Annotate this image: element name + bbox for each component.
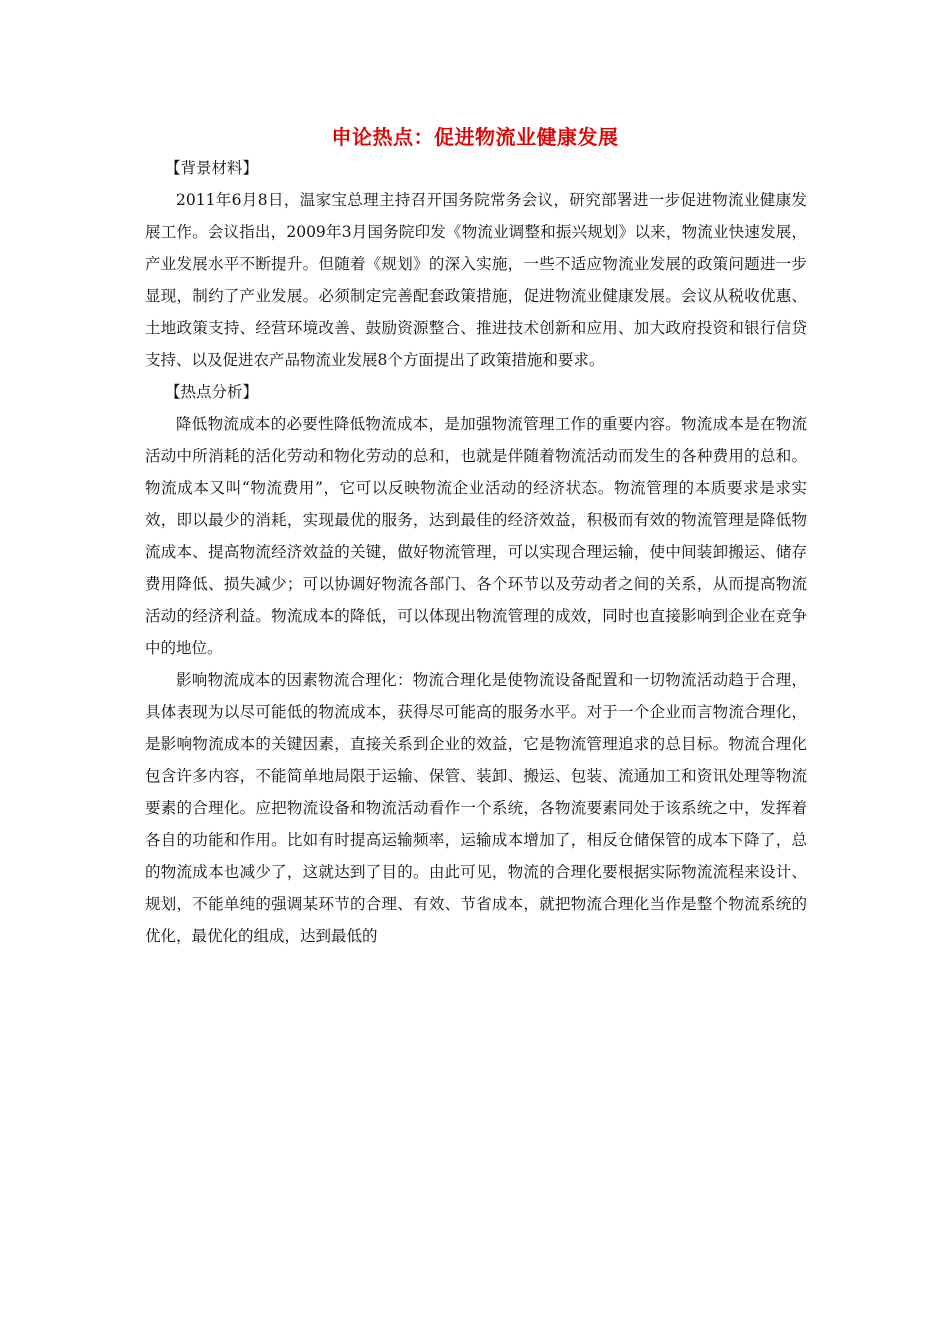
document-body <box>145 152 807 952</box>
background-paragraph: 2011年6月8日，温家宝总理主持召开国务院常务会议，研究部署进一步促进物流业健康发展工作。会议指出，2009年3月国务院印发《物流业调整和振兴规划》以来，物流业快速发展，产业发展水平不断提升。但随着《规划》的深入实施，一些不适应物流业发展的政策问题进一步显现，制约了产业发展。必须制定完善配套政策措施，促进物流业健康发展。会议从税收优惠、土地政策支持、经营环境改善、鼓励资源整合、推进技术创新和应用、加大政府投资和银行信贷支持、以及促进农产品物流业发展8个方面提出了政策措施和要求。 <box>145 191 807 369</box>
section-heading-background: 【背景材料】 <box>165 159 259 177</box>
section-heading-analysis: 【热点分析】 <box>165 383 259 401</box>
analysis-paragraph-2: 影响物流成本的因素物流合理化：物流合理化是使物流设备配置和一切物流活动趋于合理，具体表现为以尽可能低的物流成本，获得尽可能高的服务水平。对于一个企业而言物流合理化，是影响物流成本的关键因素，直接关系到企业的效益，它是物流管理追求的总目标。物流合理化包含许多内容，不能简单地局限于运输、保管、装卸、搬运、包装、流通加工和资讯处理等物流要素的合理化。应把物流设备和物流活动看作一个系统，各物流要素同处于该系统之中，发挥着各自的功能和作用。比如有时提高运输频率，运输成本增加了，相反仓储保管的成本下降了，总的物流成本也减少了，这就达到了目的。由此可见，物流的合理化要根据实际物流流程来设计、规划，不能单纯的强调某环节的合理、有效、节省成本，就把物流合理化当作是整个物流系统的优化，最优化的组成，达到最低的 <box>145 671 807 945</box>
analysis-paragraph-1: 降低物流成本的必要性降低物流成本，是加强物流管理工作的重要内容。物流成本是在物流活动中所消耗的活化劳动和物化劳动的总和，也就是伴随着物流活动而发生的各种费用的总和。物流成本又叫“物流费用”，它可以反映物流企业活动的经济状态。物流管理的本质要求是求实效，即以最少的消耗，实现最优的服务，达到最佳的经济效益，积极而有效的物流管理是降低物流成本、提高物流经济效益的关键，做好物流管理，可以实现合理运输，使中间装卸搬运、储存费用降低、损失减少；可以协调好物流各部门、各个环节以及劳动者之间的关系，从而提高物流活动的经济利益。物流成本的降低，可以体现出物流管理的成效，同时也直接影响到企业在竞争中的地位。 <box>145 415 807 657</box>
document-title: 申论热点：促进物流业健康发展 <box>331 125 619 149</box>
